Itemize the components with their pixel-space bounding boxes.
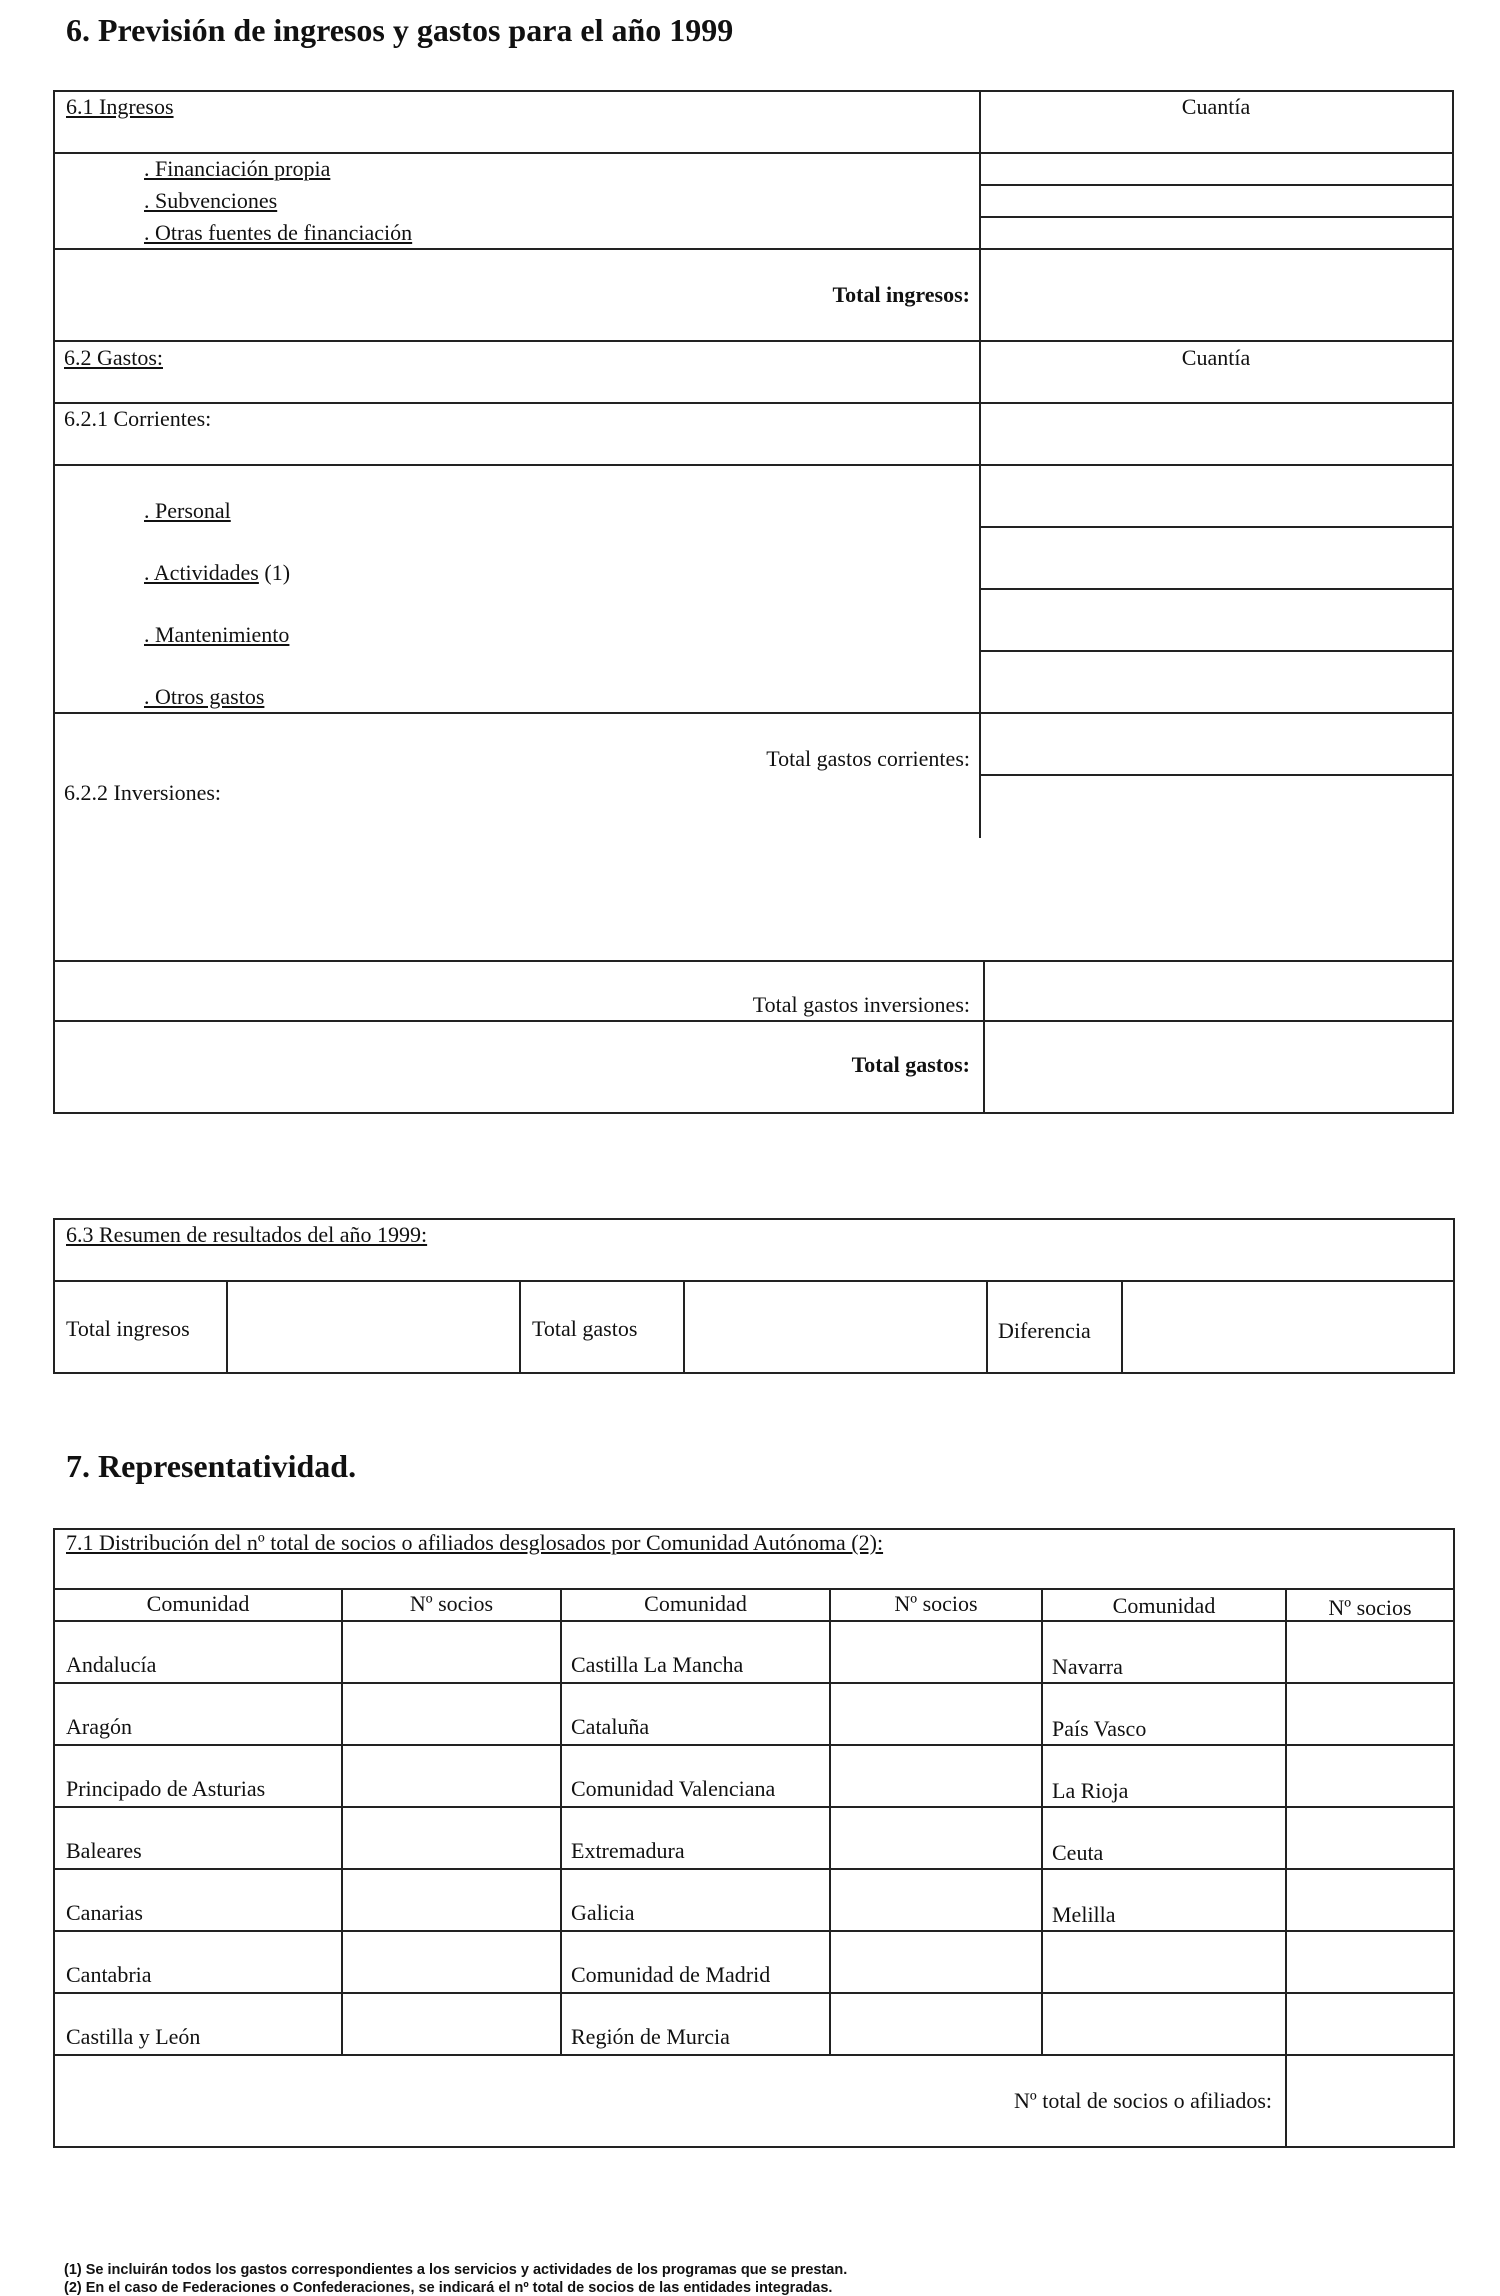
inversiones-label: 6.2.2 Inversiones: — [64, 780, 222, 805]
col-header-comunidad: Comunidad — [1112, 1593, 1216, 1618]
ingresos-heading: 6.1 Ingresos — [66, 94, 174, 119]
resumen-heading: 6.3 Resumen de resultados del año 1999: — [66, 1222, 428, 1247]
gastos-item-actividades: . Actividades (1) — [144, 560, 291, 585]
corrientes-label: 6.2.1 Corrientes: — [64, 406, 212, 431]
comunidad-cell: Galicia — [571, 1900, 635, 1925]
ingresos-item: . Financiación propia — [144, 156, 331, 181]
comunidad-cell: Comunidad de Madrid — [571, 1962, 771, 1987]
comunidad-cell: Cataluña — [571, 1714, 650, 1739]
comunidad-cell: Cantabria — [66, 1962, 152, 1987]
col-header-socios: Nº socios — [894, 1591, 978, 1616]
comunidad-cell: Navarra — [1052, 1654, 1123, 1679]
total-ingresos-label: Total ingresos: — [832, 282, 970, 307]
footnote-ref: (1) — [264, 560, 291, 585]
ingresos-item: . Subvenciones — [144, 188, 278, 213]
gastos-item: . Otros gastos — [144, 684, 265, 709]
comunidad-cell: Baleares — [66, 1838, 142, 1863]
total-socios-label: Nº total de socios o afiliados: — [1014, 2088, 1272, 2113]
comunidad-cell: Melilla — [1052, 1902, 1116, 1927]
comunidad-cell: Andalucía — [66, 1652, 157, 1677]
comunidad-cell: Principado de Asturias — [66, 1776, 266, 1801]
total-gastos-label: Total gastos: — [851, 1052, 970, 1077]
comunidad-cell: Ceuta — [1052, 1840, 1104, 1865]
socios-heading: 7.1 Distribución del nº total de socios o afiliados desglosados por Comunidad Autónoma (2): — [66, 1530, 884, 1555]
gastos-cuantia-header: Cuantía — [1181, 345, 1251, 370]
comunidad-cell: La Rioja — [1052, 1778, 1129, 1803]
section-6-title: 6. Previsión de ingresos y gastos para el año 1999 — [66, 12, 734, 48]
comunidad-cell: Comunidad Valenciana — [571, 1776, 776, 1801]
ingresos-cuantia-header: Cuantía — [1181, 94, 1251, 119]
gastos-item: . Personal — [144, 498, 231, 523]
total-corrientes-label: Total gastos corrientes: — [766, 746, 970, 771]
gastos-heading: 6.2 Gastos: — [64, 345, 163, 370]
comunidad-cell: País Vasco — [1052, 1716, 1147, 1741]
comunidad-cell: Extremadura — [571, 1838, 685, 1863]
footnote-1: (1) Se incluirán todos los gastos correspondientes a los servicios y actividades de los programas que se prestan. — [64, 2262, 848, 2278]
comunidad-cell: Castilla y León — [66, 2024, 201, 2049]
total-inversiones-label: Total gastos inversiones: — [752, 992, 970, 1017]
gastos-item: . Mantenimiento — [144, 622, 290, 647]
section-7-title: 7. Representatividad. — [66, 1448, 357, 1484]
col-header-comunidad: Comunidad — [146, 1591, 250, 1616]
col-header-socios: Nº socios — [1328, 1595, 1412, 1620]
comunidad-cell: Región de Murcia — [571, 2024, 730, 2049]
col-header-comunidad: Comunidad — [644, 1591, 747, 1616]
ingresos-item: . Otras fuentes de financiación — [144, 220, 413, 245]
resumen-diferencia: Diferencia — [998, 1318, 1091, 1343]
resumen-total-gastos: Total gastos — [532, 1316, 638, 1341]
comunidad-cell: Canarias — [66, 1900, 143, 1925]
col-header-socios: Nº socios — [409, 1591, 494, 1616]
footnote-2: (2) En el caso de Federaciones o Confederaciones, se indicará el nº total de socios de las entidades integradas. — [64, 2280, 833, 2296]
comunidad-cell: Castilla La Mancha — [571, 1652, 744, 1677]
comunidad-cell: Aragón — [66, 1714, 132, 1739]
resumen-total-ingresos: Total ingresos — [66, 1316, 190, 1341]
